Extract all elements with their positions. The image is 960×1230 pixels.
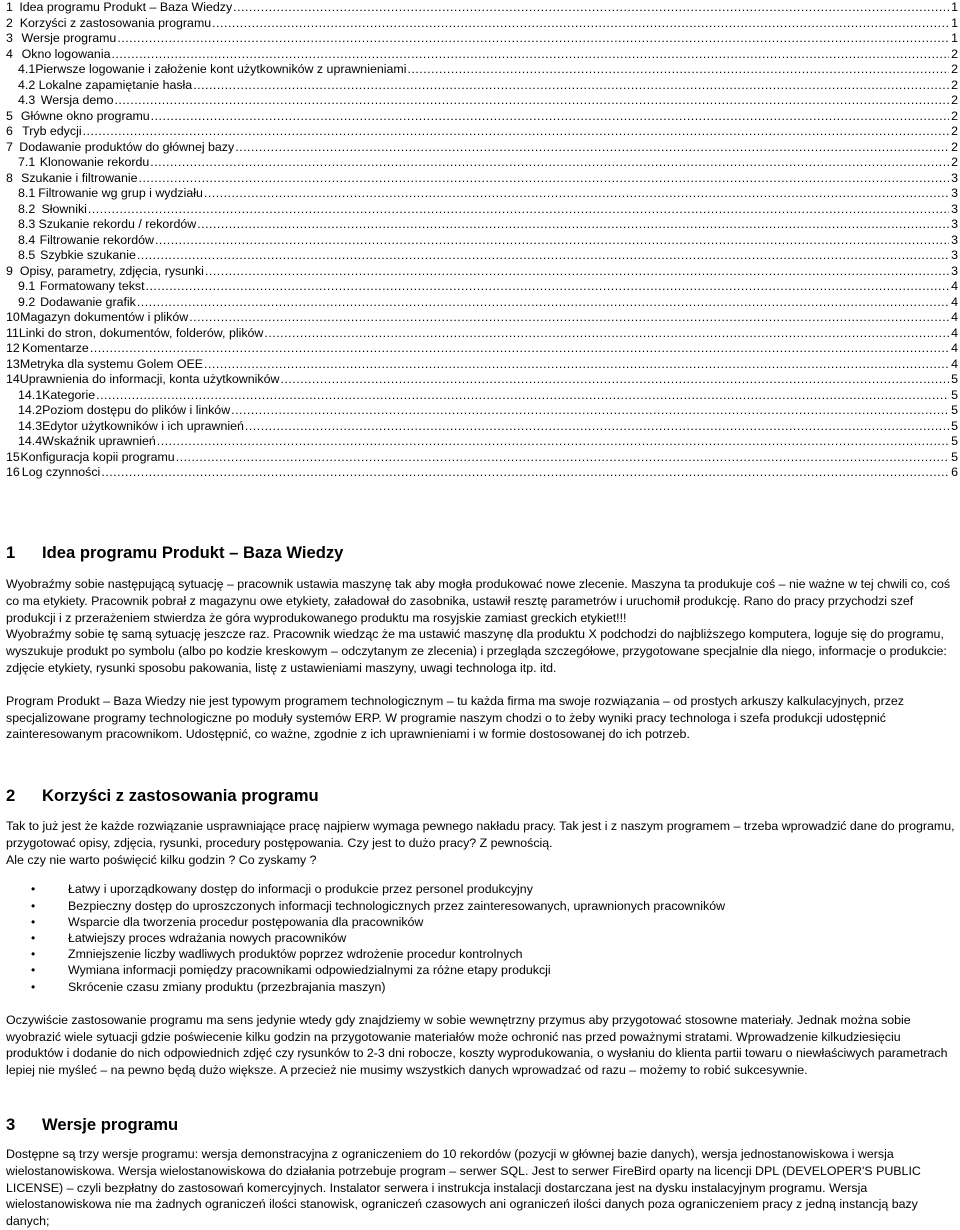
toc-entry-number: 9: [6, 263, 13, 278]
toc-entry-number: 8.1: [18, 186, 36, 200]
section-1-heading: [6, 543, 958, 563]
toc-entry[interactable]: [6, 372, 958, 388]
toc-entry-number: 8.2: [18, 201, 36, 216]
toc-entry-number: 15: [6, 449, 20, 464]
toc-leader-dots: [176, 450, 949, 466]
toc-entry-label: Słowniki: [41, 201, 87, 216]
toc-entry-page: 5: [951, 449, 958, 464]
list-item: • Zmniejszenie liczby wadliwych produktów poprzez wdrożenie procedur kontrolnych: [6, 946, 958, 962]
toc-entry-page: 3: [951, 248, 958, 262]
toc-entry-label: Edytor użytkowników i ich uprawnień: [42, 418, 244, 433]
toc-entry-number: 7.1: [18, 155, 36, 169]
toc-entry-page: 3: [951, 217, 958, 231]
toc-entry-label: Tryb edycji: [22, 124, 82, 138]
toc-entry[interactable]: [6, 326, 958, 342]
toc-entry-label: Dodawanie grafik: [40, 294, 136, 309]
toc-entry-label: Filtrowanie rekordów: [39, 232, 154, 247]
toc-leader-dots: [235, 140, 949, 156]
toc-entry-page: 3: [951, 186, 958, 200]
toc-entry-page: 4: [951, 356, 958, 371]
toc-entry-label: Poziom dostępu do plików i linków: [42, 403, 231, 417]
toc-entry-label: Szukanie rekordu / rekordów: [38, 217, 197, 231]
section-3-heading: [6, 1115, 958, 1135]
toc-entry-label: Korzyści z zastosowania programu: [19, 15, 212, 30]
toc-entry-label: Szybkie szukanie: [40, 248, 136, 262]
toc-entry[interactable]: [6, 295, 958, 311]
toc-entry-label: Kategorie: [42, 387, 96, 402]
toc-leader-dots: [157, 434, 949, 450]
toc-leader-dots: [146, 279, 949, 295]
toc-entry-label: Pierwsze logowanie i założenie kont użytkowników z uprawnieniami: [35, 62, 407, 76]
toc-entry[interactable]: [6, 248, 958, 264]
toc-entry-label: Wersje programu: [21, 31, 117, 45]
section-1-title: Idea programu Produkt – Baza Wiedzy: [42, 543, 344, 562]
toc-entry[interactable]: [6, 450, 958, 466]
toc-entry-page: 2: [951, 108, 958, 123]
list-item: • Łatwy i uporządkowany dostęp do informacji o produkcie przez personel produkcyjny: [6, 881, 958, 897]
toc-entry-number: 4.1: [18, 62, 36, 76]
toc-entry[interactable]: [6, 279, 958, 295]
toc-entry[interactable]: [6, 388, 958, 404]
section-3-title: Wersje programu: [42, 1115, 179, 1134]
toc-entry-page: 2: [951, 93, 958, 107]
toc-entry[interactable]: [6, 124, 958, 140]
toc-entry-number: 14.4: [18, 434, 43, 448]
toc-leader-dots: [155, 233, 949, 249]
toc-leader-dots: [407, 62, 949, 78]
toc-entry-page: 5: [951, 434, 958, 448]
toc-entry-label: Magazyn dokumentów i plików: [20, 310, 189, 324]
toc-entry[interactable]: [6, 434, 958, 450]
section-1-paragraph-3: Program Produkt – Baza Wiedzy nie jest typowym programem technologicznym – tu każda firma ma swoje rozwiązania – od prostych arkuszy kalkulacyjnych, przez specjalizowane programy technologiczne po moduły systemów ERP. W programie naszym chodzi o to żeby wyniki pracy technologa i szefa produkcji udostępnić zainteresowanym pracownikom. Udostępnić, co ważne, zgodnie z ich uprawnieniami i w formie dostosowanej do ich potrzeb.: [6, 693, 905, 742]
toc-entry-page: 5: [951, 387, 958, 402]
toc-leader-dots: [212, 16, 949, 32]
toc-entry-page: 3: [951, 201, 958, 216]
toc-entry[interactable]: [6, 16, 958, 32]
toc-leader-dots: [193, 78, 949, 94]
toc-entry-number: 8.5: [18, 248, 36, 262]
toc-entry-number: 13: [6, 356, 20, 371]
toc-entry[interactable]: [6, 140, 958, 156]
toc-entry[interactable]: [6, 186, 958, 202]
toc-entry[interactable]: [6, 465, 958, 481]
toc-leader-dots: [114, 93, 949, 109]
document-page: [6, 0, 958, 1229]
toc-entry-number: 7: [6, 139, 13, 154]
section-3: [6, 1115, 958, 1230]
toc-entry-number: 8: [6, 170, 13, 185]
section-1-paragraph-1: Wyobraźmy sobie następującą sytuację – pracownik ustawia maszynę tak aby mogła produkować nowe zlecenie. Maszyna ta produkuje coś – nie ważne w tej chwili co, coś co ma etykiety. Pracownik pobrał z magazynu owe etykiety, załadował do zasobnika, ustawił resztę parametrów i uruchomił produkcję. Rano do pracy przychodzi szef produkcji i z przerażeniem stwierdza że góra wyprodukowanego produktu ma rosyjskie zamiast greckich etykiet!!!: [6, 577, 951, 625]
toc-entry-label: Komentarze: [22, 341, 89, 355]
toc-entry-number: 16: [6, 465, 20, 479]
toc-entry[interactable]: [6, 0, 958, 16]
toc-entry-page: 4: [951, 279, 958, 293]
toc-entry-number: 3: [6, 31, 13, 45]
toc-entry-number: 4.2: [18, 77, 36, 92]
toc-entry[interactable]: [6, 202, 958, 218]
section-3-paragraph-1: Dostępne są trzy wersje programu: wersja demonstracyjna z ograniczeniem do 10 rekordów (pozycji w głównej bazie danych), wersja jednostanowiskowa i wersja wielostanowiskowa. Wersja wielostanowiskowa do działania potrzebuje program – serwer SQL. Jest to serwer FireBird oparty na licencji DPL (DEVELOPER'S PUBLIC LICENSE) – czyli bezpłatny do zastosowań komercyjnych. Instalator serwera i instrukcja instalacji dostarczana jest na dysku instalacyjnym programu. Wersja wielostanowiskowa nie ma żadnych ograniczeń ilości stanowisk, ograniczeń czasowych ani ograniczeń ilości danych poza ograniczeniem pracy z jedną instancją bazy danych;: [6, 1147, 921, 1229]
toc-leader-dots: [101, 465, 949, 481]
section-2-paragraph-2: Ale czy nie warto poświęcić kilku godzin ? Co zyskamy ?: [6, 852, 317, 867]
toc-leader-dots: [111, 47, 949, 63]
toc-leader-dots: [205, 264, 949, 280]
toc-entry-label: Log czynności: [21, 465, 101, 479]
toc-entry-page: 1: [951, 31, 958, 45]
toc-entry-label: Wskaźnik uprawnień: [42, 434, 156, 448]
section-1: [6, 543, 958, 743]
section-2-title: Korzyści z zastosowania programu: [42, 786, 319, 805]
toc-entry-number: 14.2: [18, 403, 43, 417]
toc-entry-label: Klonowanie rekordu: [39, 155, 150, 169]
section-1-paragraph-2: Wyobraźmy sobie tę samą sytuację jeszcze raz. Pracownik wiedząc że ma ustawić maszynę dla produktu X podchodzi do najbliższego komputera, loguje się do programu, wyszukuje produkt po symbolu (albo po kodzie kreskowym – odczytanym ze zlecenia) i przegląda szczegółowe, przygotowane specjalnie dla niego, informacje o produkcie: zdjęcie etykiety, rysunki sposobu pakowania, listę z ustawieniami maszyny, uwagi technologa itp. itd.: [6, 627, 947, 675]
toc-entry-label: Konfiguracja kopii programu: [20, 449, 175, 464]
toc-leader-dots: [231, 403, 949, 419]
toc-entry-page: 2: [951, 139, 958, 154]
toc-entry-label: Główne okno programu: [20, 108, 150, 123]
table-of-contents: [6, 0, 958, 481]
toc-entry[interactable]: [6, 357, 958, 373]
toc-entry-number: 6: [6, 124, 13, 138]
toc-entry-label: Dodawanie produktów do głównej bazy: [19, 139, 235, 154]
toc-entry-number: 14.1: [18, 387, 43, 402]
list-item: • Wsparcie dla tworzenia procedur postępowania dla pracowników: [6, 914, 958, 930]
toc-entry[interactable]: [6, 310, 958, 326]
toc-entry-number: 14: [6, 372, 20, 386]
toc-leader-dots: [264, 326, 949, 342]
toc-entry-label: Formatowany tekst: [39, 279, 145, 293]
toc-entry[interactable]: [6, 62, 958, 78]
toc-entry-label: Metryka dla systemu Golem OEE: [19, 356, 204, 371]
toc-entry-label: Lokalne zapamiętanie hasła: [38, 77, 193, 92]
toc-entry-page: 4: [951, 341, 958, 355]
toc-leader-dots: [245, 419, 949, 435]
toc-entry-label: Szukanie i filtrowanie: [21, 170, 138, 185]
toc-entry-page: 1: [951, 15, 958, 30]
section-2-paragraph-3: Oczywiście zastosowanie programu ma sens jedynie wtedy gdy znajdziemy w sobie wewnętrzny przymus aby przygotować stosowne materiały. Jednak można sobie wyobrazić wiele sytuacji gdzie poświecenie kilku godzin na przygotowanie materiałów może ochronić nas przed poważnymi stratami. Wprowadzenie kilkudziesięciu produktów i dodanie do nich odpowiednich zdjęć czy rysunków to 2-3 dni robocze, koszty wyprodukowania, o wysłaniu do klienta partii towaru o niewłaściwych parametrach lepiej nie myśleć – na pewno będą dużo większe. A przecież nie musimy wszystkich danych wprowadzać od razu – możemy to robić sukcesywnie.: [6, 1012, 948, 1078]
toc-entry-number: 11: [6, 325, 19, 340]
toc-entry-page: 5: [951, 403, 958, 417]
section-2-paragraph-1: Tak to już jest że każde rozwiązanie usprawniające pracę najpierw wymaga pewnego nakładu pracy. Tak jest i z naszym programem – trzeba wprowadzić dane do programu, przygotować opisy, zdjęcia, rysunki, procedury postępowania. Czy jest to dużo pracy? Z pewnością.: [6, 819, 955, 850]
toc-entry-page: 1: [951, 0, 958, 14]
toc-entry[interactable]: [6, 47, 958, 63]
list-item: • Skrócenie czasu zmiany produktu (przezbrajania maszyn): [6, 979, 958, 995]
toc-entry[interactable]: [6, 233, 958, 249]
benefits-list: [6, 881, 958, 994]
list-item: • Wymiana informacji pomiędzy pracownikami odpowiedzialnymi za różne etapy produkcji: [6, 962, 958, 978]
toc-entry-number: 4: [6, 46, 13, 61]
toc-leader-dots: [151, 109, 949, 125]
toc-entry[interactable]: [6, 93, 958, 109]
toc-entry[interactable]: [6, 264, 958, 280]
toc-entry-page: 2: [951, 46, 958, 61]
toc-entry[interactable]: [6, 78, 958, 94]
toc-leader-dots: [88, 202, 949, 218]
list-item: • Łatwiejszy proces wdrażania nowych pracowników: [6, 930, 958, 946]
toc-entry[interactable]: [6, 171, 958, 187]
toc-leader-dots: [280, 372, 949, 388]
toc-leader-dots: [117, 31, 949, 47]
toc-leader-dots: [233, 0, 949, 16]
toc-leader-dots: [189, 310, 949, 326]
toc-entry-page: 5: [951, 418, 958, 433]
section-2-number: 2: [6, 786, 16, 805]
toc-leader-dots: [137, 248, 949, 264]
toc-entry-page: 3: [951, 170, 958, 185]
toc-leader-dots: [90, 341, 949, 357]
toc-entry[interactable]: [6, 217, 958, 233]
section-2: [6, 786, 958, 1079]
toc-entry-label: Linki do stron, dokumentów, folderów, plików: [18, 325, 264, 340]
toc-leader-dots: [150, 155, 949, 171]
toc-entry-label: Okno logowania: [21, 46, 111, 61]
section-1-number: 1: [6, 543, 16, 562]
toc-entry[interactable]: [6, 341, 958, 357]
toc-entry-number: 2: [6, 15, 13, 30]
toc-leader-dots: [197, 217, 949, 233]
section-2-heading: [6, 786, 958, 806]
toc-entry-label: Uprawnienia do informacji, konta użytkowników: [19, 372, 280, 386]
toc-entry-page: 4: [951, 310, 958, 324]
toc-entry-number: 8.4: [18, 232, 36, 247]
toc-leader-dots: [139, 171, 950, 187]
toc-entry-number: 5: [6, 108, 13, 123]
toc-entry-page: 4: [951, 294, 958, 309]
toc-entry-page: 2: [951, 124, 958, 138]
toc-leader-dots: [137, 295, 949, 311]
toc-entry-label: Idea programu Produkt – Baza Wiedzy: [19, 0, 233, 14]
toc-entry-page: 3: [951, 232, 958, 247]
toc-entry-number: 9.1: [18, 279, 36, 293]
toc-entry-page: 2: [951, 155, 958, 169]
toc-entry-number: 9.2: [18, 294, 36, 309]
toc-entry-number: 4.3: [18, 93, 36, 107]
section-3-number: 3: [6, 1115, 16, 1134]
toc-entry-number: 10: [6, 310, 20, 324]
toc-entry-page: 3: [951, 263, 958, 278]
toc-entry[interactable]: [6, 155, 958, 171]
toc-entry[interactable]: [6, 31, 958, 47]
list-item: • Bezpieczny dostęp do uproszczonych informacji technologicznych przez zainteresowanych, uprawnionych pracowników: [6, 898, 958, 914]
toc-entry-page: 6: [951, 465, 958, 479]
toc-entry[interactable]: [6, 419, 958, 435]
toc-entry-label: Opisy, parametry, zdjęcia, rysunki: [19, 263, 204, 278]
toc-leader-dots: [204, 357, 949, 373]
toc-entry-number: 14.3: [18, 418, 43, 433]
toc-entry[interactable]: [6, 109, 958, 125]
toc-entry-number: 1: [6, 0, 13, 14]
toc-entry-page: 2: [951, 77, 958, 92]
toc-entry-label: Wersja demo: [40, 93, 114, 107]
toc-leader-dots: [204, 186, 949, 202]
toc-leader-dots: [96, 388, 949, 404]
toc-entry-number: 12: [6, 341, 20, 355]
toc-entry-page: 5: [951, 372, 958, 386]
toc-leader-dots: [83, 124, 949, 140]
toc-entry-page: 4: [951, 325, 958, 340]
toc-entry-page: 2: [951, 62, 958, 76]
toc-entry-number: 8.3: [18, 217, 36, 231]
toc-entry-label: Filtrowanie wg grup i wydziału: [38, 186, 203, 200]
toc-entry[interactable]: [6, 403, 958, 419]
